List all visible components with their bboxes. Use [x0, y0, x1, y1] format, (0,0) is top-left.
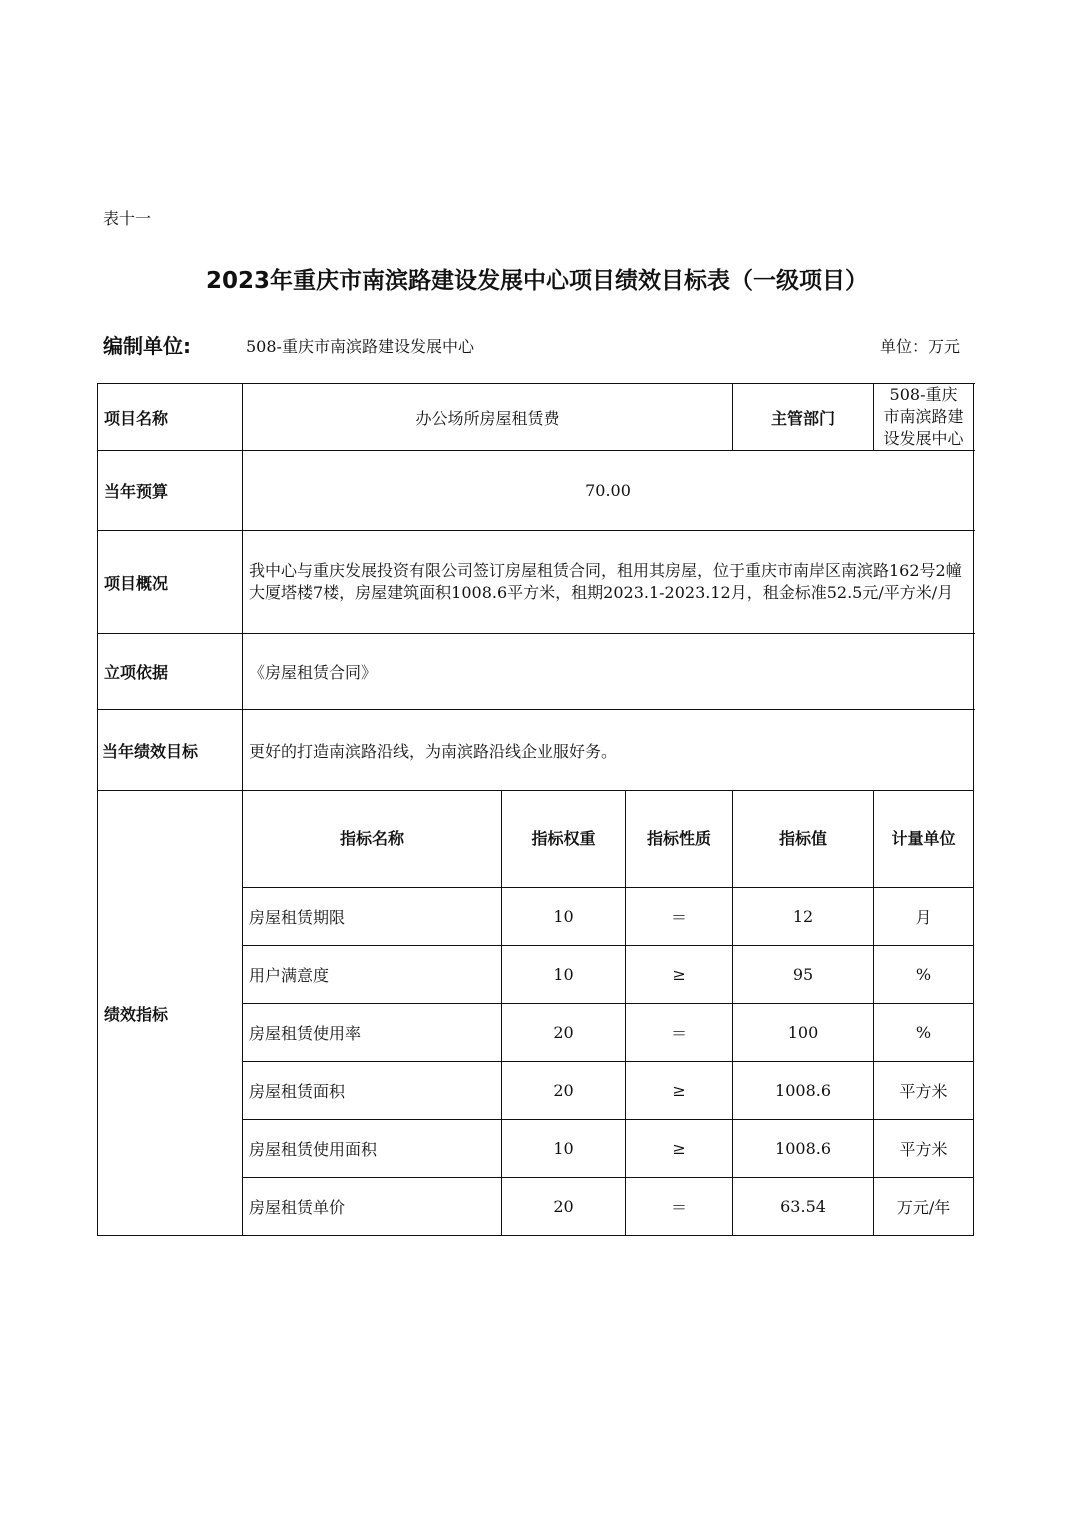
indicator-name: 房屋租赁使用率 [243, 1004, 502, 1062]
indicator-weight: 20 [502, 1178, 626, 1236]
indicator-unit: 平方米 [874, 1062, 974, 1120]
project-name-value: 办公场所房屋租赁费 [243, 384, 733, 451]
indicator-name: 房屋租赁期限 [243, 888, 502, 946]
project-name-label: 项目名称 [98, 384, 243, 451]
overview-label: 项目概况 [98, 531, 243, 634]
indicator-nature: ≥ [626, 1062, 733, 1120]
indicator-nature: ＝ [626, 1004, 733, 1062]
indicator-unit: 平方米 [874, 1120, 974, 1178]
budget-value: 70.00 [243, 451, 974, 531]
indicator-unit: 月 [874, 888, 974, 946]
overview-value: 我中心与重庆发展投资有限公司签订房屋租赁合同，租用其房屋，位于重庆市南岸区南滨路162号2幢大厦塔楼7楼，房屋建筑面积1008.6平方米，租期2023.1-2023.12月，租金标准52.5元/平方米/月 [243, 531, 974, 634]
column-header: 指标权重 [502, 791, 626, 888]
goal-label: 当年绩效目标 [98, 710, 243, 791]
page-title: 2023年重庆市南滨路建设发展中心项目绩效目标表（一级项目） [205, 268, 868, 294]
overview-row [98, 531, 974, 634]
column-header: 指标值 [733, 791, 874, 888]
dept-label: 主管部门 [733, 384, 874, 451]
indicator-unit: 万元/年 [874, 1178, 974, 1236]
indicator-name: 房屋租赁使用面积 [243, 1120, 502, 1178]
indicator-value: 1008.6 [733, 1062, 874, 1120]
indicator-weight: 10 [502, 888, 626, 946]
budget-label: 当年预算 [98, 451, 243, 531]
indicator-nature: ＝ [626, 1178, 733, 1236]
indicator-unit: % [874, 946, 974, 1004]
unit-label: 编制单位: [103, 334, 191, 358]
indicator-weight: 20 [502, 1062, 626, 1120]
goal-row [98, 710, 974, 791]
column-header: 计量单位 [874, 791, 974, 888]
goal-value: 更好的打造南滨路沿线，为南滨路沿线企业服好务。 [243, 710, 974, 791]
indicator-name: 房屋租赁面积 [243, 1062, 502, 1120]
basis-label: 立项依据 [98, 634, 243, 710]
indicators-label: 绩效指标 [98, 791, 243, 1236]
project-name-row [98, 384, 974, 451]
column-header: 指标名称 [243, 791, 502, 888]
basis-row [98, 634, 974, 710]
currency-unit: 单位：万元 [880, 337, 961, 356]
budget-row [98, 451, 974, 531]
indicator-unit: % [874, 1004, 974, 1062]
basis-value: 《房屋租赁合同》 [243, 634, 974, 710]
table-number: 表十一 [103, 209, 152, 228]
indicator-weight: 10 [502, 946, 626, 1004]
unit-name: 508-重庆市南滨路建设发展中心 [246, 337, 474, 356]
indicator-name: 房屋租赁单价 [243, 1178, 502, 1236]
column-header: 指标性质 [626, 791, 733, 888]
indicator-value: 1008.6 [733, 1120, 874, 1178]
indicator-weight: 10 [502, 1120, 626, 1178]
indicator-value: 95 [733, 946, 874, 1004]
indicator-nature: ＝ [626, 888, 733, 946]
dept-value: 508-重庆市南滨路建设发展中心 [874, 384, 974, 451]
indicator-nature: ≥ [626, 946, 733, 1004]
performance-table [97, 383, 974, 1236]
indicator-value: 63.54 [733, 1178, 874, 1236]
indicator-weight: 20 [502, 1004, 626, 1062]
indicator-header-row [98, 791, 974, 888]
indicator-value: 12 [733, 888, 874, 946]
indicator-value: 100 [733, 1004, 874, 1062]
indicator-name: 用户满意度 [243, 946, 502, 1004]
indicator-nature: ≥ [626, 1120, 733, 1178]
